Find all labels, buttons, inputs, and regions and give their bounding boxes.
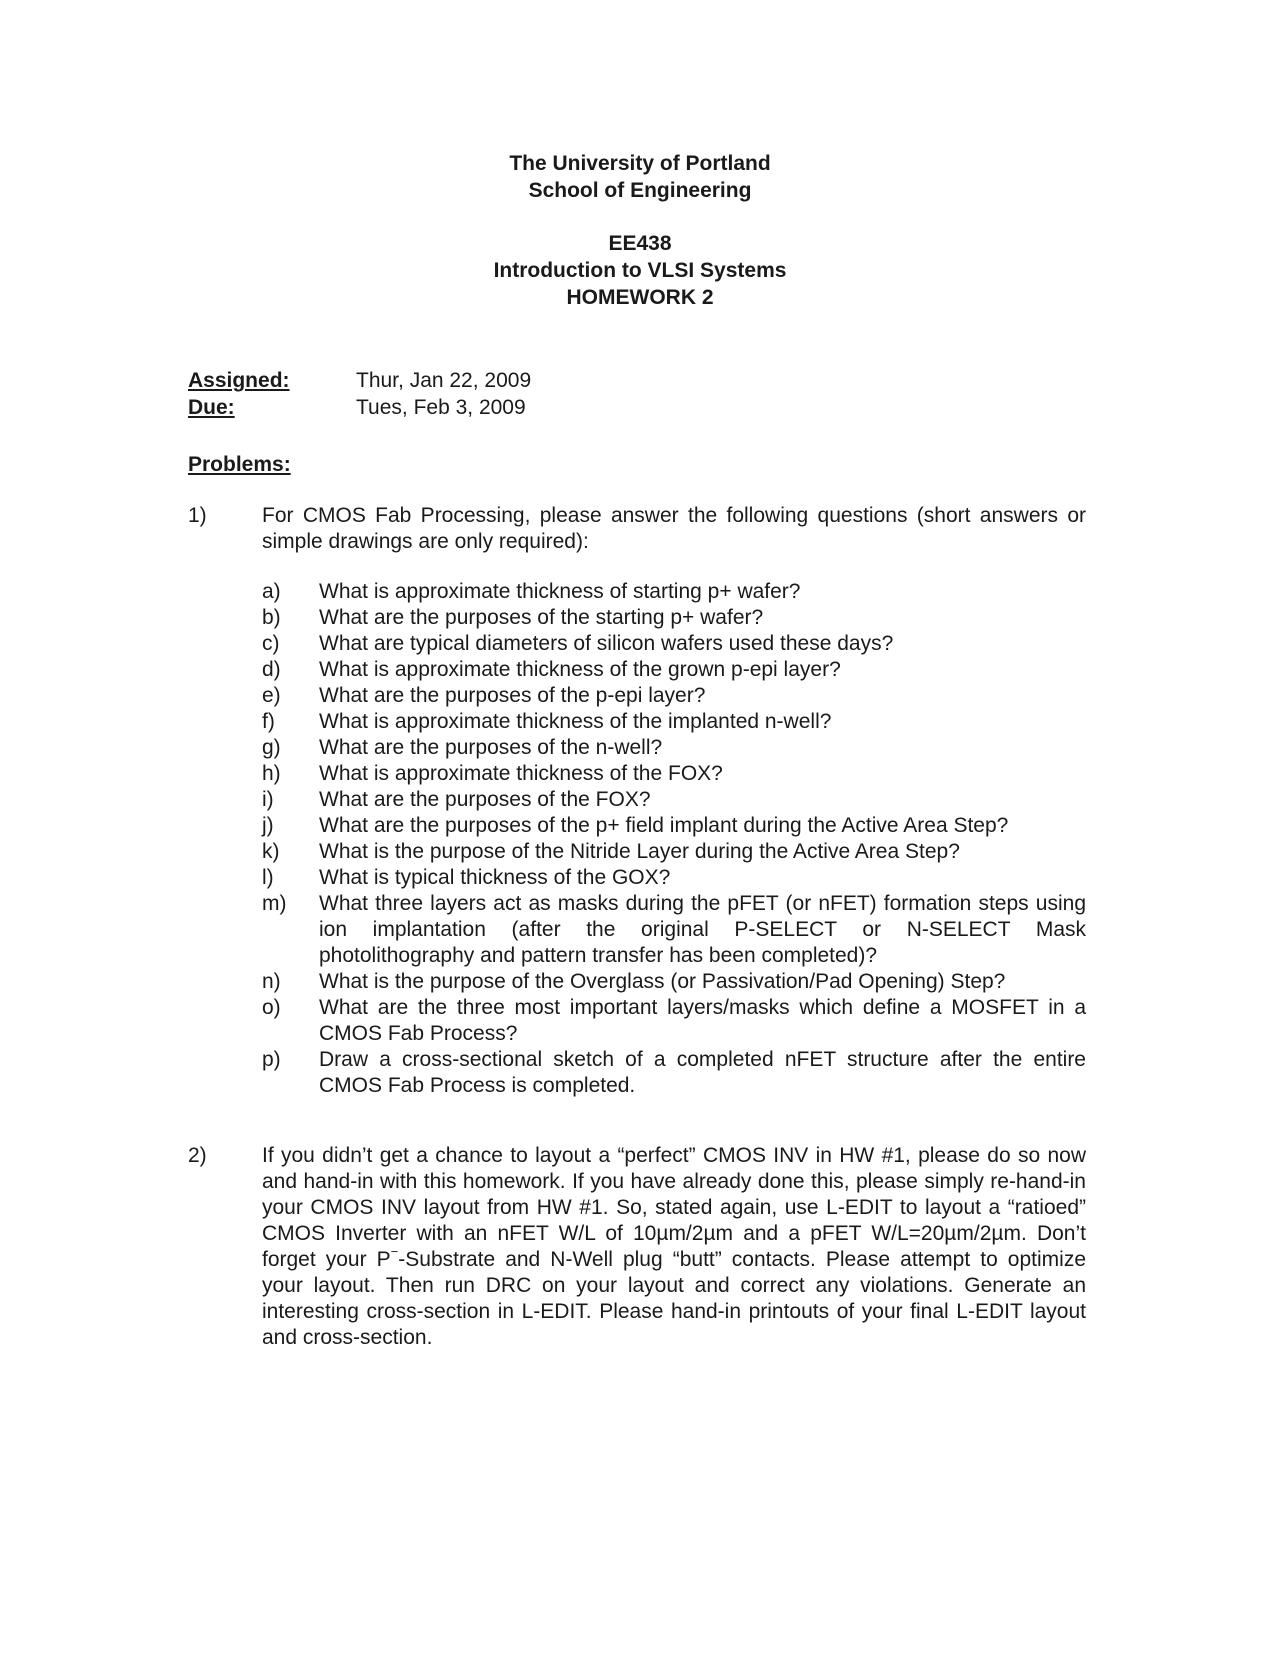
sub-question (262, 995, 1086, 1047)
sub-question-list (262, 579, 1086, 1099)
problem-2-text-part1: If you didn’t get a chance to layout a “perfect” CMOS INV in HW #1, please do so now and hand-in with this homework. If you have already done this, please simply re-hand-in your CMOS INV layout from HW #1. So, stated again, use L-EDIT to layout a “ratioed” CMOS Inverter with an nFET W/L of 10µm/2µm and a pFET W/L=20µm/2µm. Don’t forget your P (262, 1144, 1086, 1271)
assignment-title: HOMEWORK 2 (566, 286, 714, 309)
sub-question (262, 709, 1086, 735)
sub-question (262, 813, 1086, 839)
sub-question-letter: g) (262, 736, 281, 759)
problem-intro: For CMOS Fab Processing, please answer the following questions (short answers or simple drawings are only required): (262, 504, 1086, 553)
sub-question (262, 605, 1086, 631)
sub-question-text: What is the purpose of the Overglass (or Passivation/Pad Opening) Step? (319, 970, 1006, 993)
course-code: EE438 (608, 232, 672, 255)
sub-question-letter: l) (262, 866, 274, 889)
sub-question (262, 891, 1086, 969)
superscript-minus: − (390, 1244, 399, 1259)
sub-question (262, 839, 1086, 865)
sub-question-text: What are the three most important layers/masks which define a MOSFET in a CMOS Fab Process? (319, 996, 1086, 1045)
document-header (0, 150, 1280, 311)
assigned-label: Assigned: (188, 369, 290, 392)
sub-question-text: What are the purposes of the p+ field implant during the Active Area Step? (319, 814, 1009, 837)
sub-question-text: What three layers act as masks during the pFET (or nFET) formation steps using ion implantation (after the original P-SELECT or N-SELECT Mask photolithography and pattern transfer has been completed)? (319, 892, 1086, 967)
sub-question-text: What is the purpose of the Nitride Layer during the Active Area Step? (319, 840, 960, 863)
sub-question-letter: i) (262, 788, 274, 811)
assignment-dates (188, 368, 531, 422)
sub-question (262, 735, 1086, 761)
sub-question-letter: e) (262, 684, 281, 707)
sub-question-letter: b) (262, 606, 281, 629)
institution-name: The University of Portland (509, 152, 771, 175)
sub-question (262, 761, 1086, 787)
sub-question (262, 579, 1086, 605)
problem-2-text (262, 1143, 1086, 1351)
sub-question-letter: m) (262, 892, 287, 915)
assigned-date: Thur, Jan 22, 2009 (356, 369, 532, 392)
sub-question (262, 631, 1086, 657)
sub-question-letter: d) (262, 658, 281, 681)
sub-question-text: What are the purposes of the starting p+ wafer? (319, 606, 764, 629)
school-name: School of Engineering (528, 179, 752, 202)
sub-question-letter: h) (262, 762, 281, 785)
sub-question-text: What are the purposes of the n-well? (319, 736, 663, 759)
sub-question (262, 865, 1086, 891)
due-label: Due: (188, 396, 235, 419)
assigned-row (188, 368, 531, 395)
problem-number: 2) (188, 1144, 207, 1167)
problem-number: 1) (188, 504, 207, 527)
sub-question (262, 657, 1086, 683)
problem-2 (188, 1143, 1086, 1351)
due-row (188, 395, 531, 422)
problem-1 (188, 503, 1086, 1099)
sub-question-text: What is approximate thickness of starting p+ wafer? (319, 580, 801, 603)
due-date: Tues, Feb 3, 2009 (356, 396, 526, 419)
sub-question-letter: k) (262, 840, 280, 863)
sub-question (262, 1047, 1086, 1099)
sub-question-text: Draw a cross-sectional sketch of a completed nFET structure after the entire CMOS Fab Process is completed. (319, 1048, 1086, 1097)
sub-question-letter: c) (262, 632, 280, 655)
sub-question-letter: n) (262, 970, 281, 993)
course-title: Introduction to VLSI Systems (493, 259, 787, 282)
sub-question (262, 787, 1086, 813)
sub-question-text: What are the purposes of the FOX? (319, 788, 651, 811)
sub-question-letter: a) (262, 580, 281, 603)
sub-question-text: What is approximate thickness of the grown p-epi layer? (319, 658, 841, 681)
sub-question-letter: p) (262, 1048, 281, 1071)
sub-question-text: What is approximate thickness of the FOX? (319, 762, 723, 785)
problems-heading: Problems: (188, 453, 291, 476)
sub-question-letter: j) (262, 814, 274, 837)
sub-question-text: What are the purposes of the p-epi layer? (319, 684, 706, 707)
sub-question-letter: f) (262, 710, 275, 733)
sub-question (262, 969, 1086, 995)
sub-question-text: What are typical diameters of silicon wafers used these days? (319, 632, 894, 655)
sub-question-letter: o) (262, 996, 281, 1019)
sub-question (262, 683, 1086, 709)
problem-2-text-part2: -Substrate and N-Well plug “butt” contacts. Please attempt to optimize your layout. Then run DRC on your layout and correct any violations. Generate an interesting cross-section in L-EDIT. Please hand-in printouts of your final L-EDIT layout and cross-section. (262, 1248, 1086, 1349)
sub-question-text: What is typical thickness of the GOX? (319, 866, 671, 889)
sub-question-text: What is approximate thickness of the implanted n-well? (319, 710, 832, 733)
